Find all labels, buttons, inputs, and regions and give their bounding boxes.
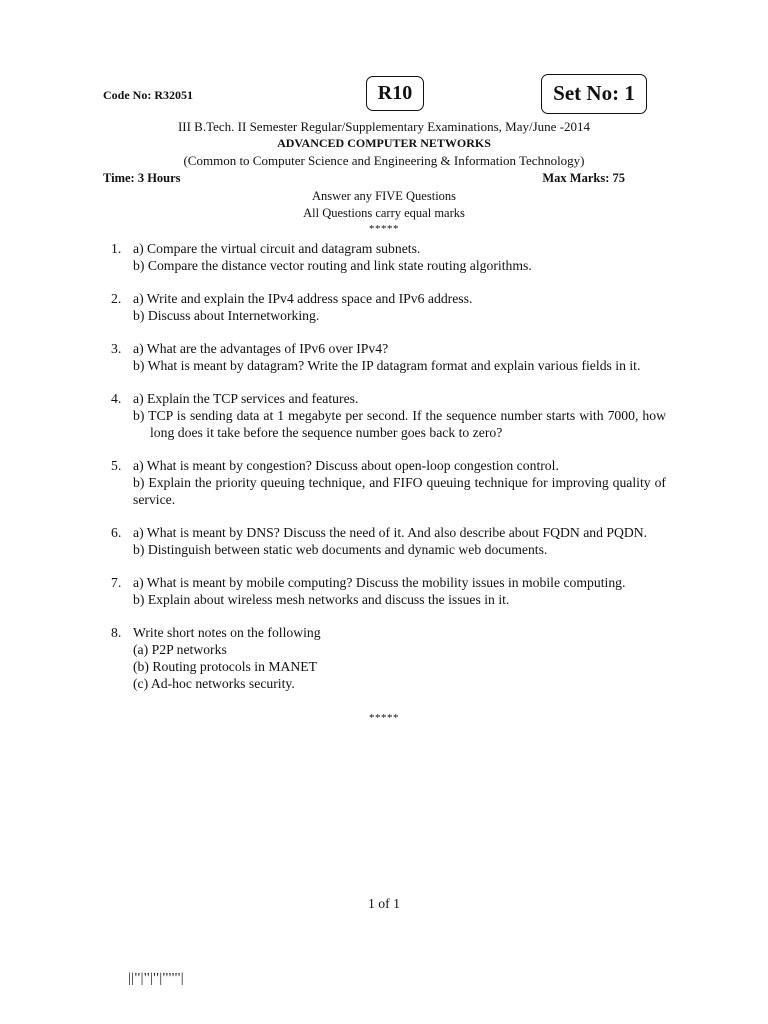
question-number: 8. [111,625,122,640]
question-8 [111,624,666,692]
question-part: b) What is meant by datagram? Write the IP datagram format and explain various fields in it. [133,358,641,373]
question-part: a) What are the advantages of IPv6 over IPv4? [133,341,389,356]
code-number: Code No: R32051 [103,88,193,102]
question-5 [111,457,666,508]
max-marks: Max Marks: 75 [542,171,625,185]
question-1 [111,240,666,274]
question-4 [111,390,666,441]
question-part: b) Explain about wireless mesh networks and discuss the issues in it. [133,592,510,607]
question-part: b) Distinguish between static web documents and dynamic web documents. [133,542,548,557]
common-note: (Common to Computer Science and Engineering & Information Technology) [183,153,585,168]
time-duration: Time: 3 Hours [103,171,181,185]
regulation-badge: R10 [366,76,424,111]
question-part: a) Compare the virtual circuit and datagram subnets. [133,241,421,256]
question-number: 7. [111,575,122,590]
question-part: (b) Routing protocols in MANET [133,659,318,674]
question-6 [111,524,666,558]
separator-bottom: ***** [369,712,399,724]
question-list [111,240,666,708]
separator-top: ***** [369,223,399,235]
question-part: (a) P2P networks [133,642,227,657]
question-2 [111,290,666,324]
question-7 [111,574,666,608]
set-number-badge: Set No: 1 [541,74,647,114]
question-part: a) What is meant by mobile computing? Discuss the mobility issues in mobile computing. [133,575,626,590]
question-part: (c) Ad-hoc networks security. [133,676,295,691]
instruction-answer: Answer any FIVE Questions [311,189,457,203]
barcode: ||''|''|''|''''''| [128,971,185,986]
subject-title: ADVANCED COMPUTER NETWORKS [277,136,491,150]
question-part: a) Write and explain the IPv4 address space and IPv6 address. [133,291,473,306]
question-part: b) Discuss about Internetworking. [133,308,320,323]
instruction-marks: All Questions carry equal marks [303,206,465,220]
question-number: 1. [111,241,122,256]
question-part: a) Explain the TCP services and features. [133,391,359,406]
question-number: 5. [111,458,122,473]
question-number: 6. [111,525,122,540]
question-part: b) Explain the priority queuing technique, and FIFO queuing technique for improving quality of service. [133,475,666,507]
question-part: a) What is meant by congestion? Discuss about open-loop congestion control. [133,458,559,473]
question-number: 3. [111,341,122,356]
question-part: b) Compare the distance vector routing and link state routing algorithms. [133,258,532,273]
question-3 [111,340,666,374]
question-part: a) What is meant by DNS? Discuss the need of it. And also describe about FQDN and PQDN. [133,525,648,540]
question-part: b) TCP is sending data at 1 megabyte per second. If the sequence number starts with 7000, how long does it take before the sequence number goes back to zero? [133,408,666,440]
question-part: Write short notes on the following [133,625,321,640]
exam-title: III B.Tech. II Semester Regular/Supplementary Examinations, May/June -2014 [177,119,591,134]
question-number: 2. [111,291,122,306]
page-number: 1 of 1 [368,896,400,911]
question-number: 4. [111,391,122,406]
